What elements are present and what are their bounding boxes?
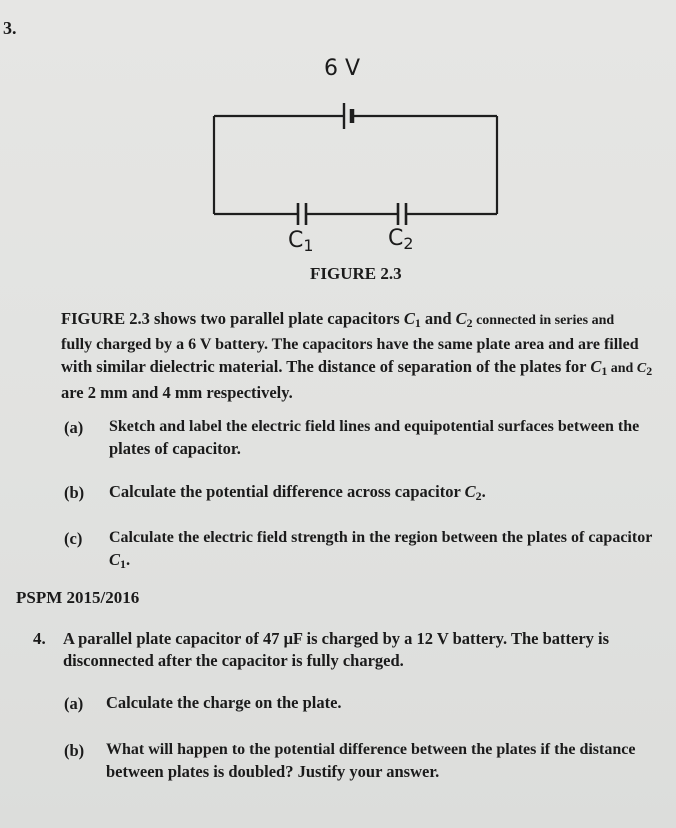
circuit-wires <box>214 116 497 214</box>
question-4-text: A parallel plate capacitor of 47 μF is charged by a 12 V battery. The battery is disconnected after the capacitor is fully charged. <box>63 629 610 670</box>
capacitor-c2-label: $C_2$ <box>388 226 414 253</box>
part-c-text: Calculate the electric field strength in the region between the plates of capacitor $C_1$. <box>109 529 653 571</box>
part-b-label: (b) <box>64 483 85 502</box>
intro-line-2: fully charged by a 6 V battery. The capacitors have the same plate area and are filled <box>61 336 639 354</box>
intro-line-3: with similar dielectric material. The distance of separation of the plates for $C_1$ and $C_2$ <box>61 356 653 378</box>
q4-part-b-text: What will happen to the potential difference between the plates if the distance between plates is doubled? Justify your answer. <box>106 741 636 781</box>
question-3-intro <box>61 308 661 404</box>
battery-label: 6 V <box>324 56 361 81</box>
part-a-text: Sketch and label the electric field lines and equipotential surfaces between the plates of capacitor. <box>109 418 640 458</box>
capacitor-c1-label: $C_1$ <box>288 228 314 255</box>
q4-part-a-text: Calculate the charge on the plate. <box>106 693 342 712</box>
intro-line-1: FIGURE 2.3 shows two parallel plate capacitors $C_1$ and $C_2$ connected in series and <box>61 309 615 330</box>
part-c-label: (c) <box>64 529 83 548</box>
figure-caption: FIGURE 2.3 <box>310 264 402 283</box>
capacitor-c1-symbol <box>298 203 306 225</box>
intro-line-4: are 2 mm and 4 mm respectively. <box>61 383 293 403</box>
part-b-text: Calculate the potential difference across capacitor $C_2$. <box>109 482 486 503</box>
circuit-diagram <box>0 0 676 290</box>
q4-part-a-label: (a) <box>64 694 84 713</box>
section-heading: PSPM 2015/2016 <box>16 588 140 607</box>
q4-part-b-label: (b) <box>64 741 85 760</box>
question-3-number: 3. <box>3 18 17 38</box>
battery-symbol <box>344 103 352 129</box>
part-a-label: (a) <box>64 418 84 437</box>
question-4-number: 4. <box>33 629 46 648</box>
capacitor-c2-symbol <box>398 203 406 225</box>
